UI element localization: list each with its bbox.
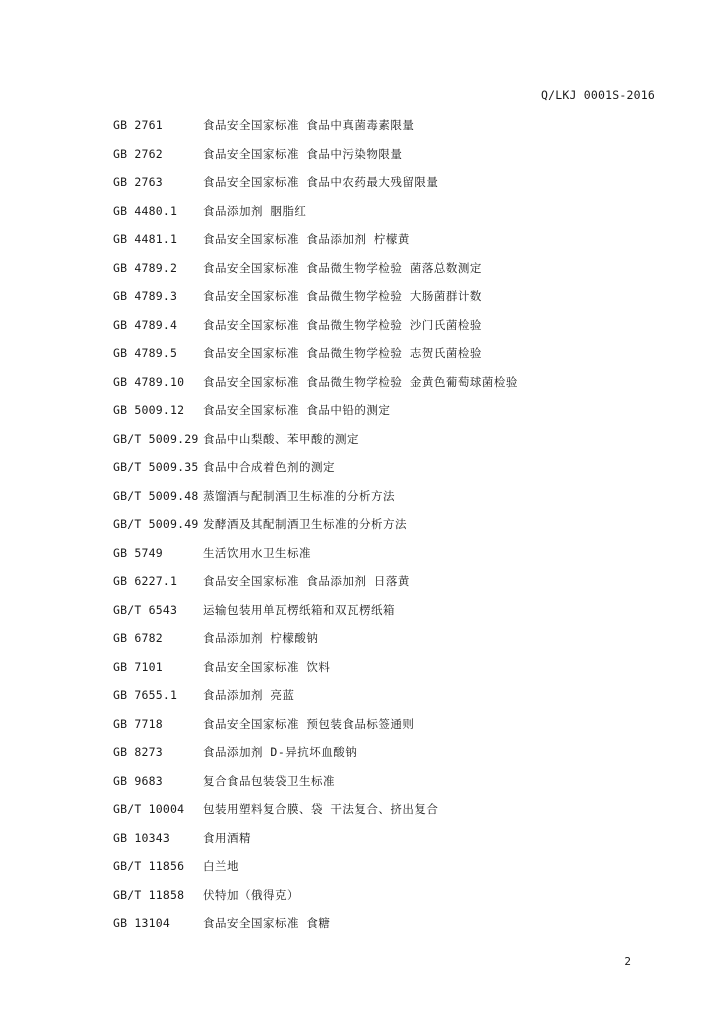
standard-title: 食品安全国家标准 食品微生物学检验 金黄色葡萄球菌检验	[203, 374, 518, 389]
reference-row	[113, 346, 673, 375]
standard-title: 食品添加剂 亮蓝	[203, 688, 295, 702]
reference-row	[113, 802, 673, 831]
standard-title: 食品安全国家标准 食品微生物学检验 大肠菌群计数	[203, 289, 482, 303]
standard-title: 食品安全国家标准 饮料	[203, 659, 331, 674]
standard-code: GB 9683	[113, 773, 163, 788]
standard-title: 食品安全国家标准 食品中铅的测定	[203, 403, 391, 417]
standard-code: GB/T 5009.29	[113, 431, 199, 446]
standard-title: 食品安全国家标准 食品添加剂 日落黄	[203, 574, 410, 588]
standard-code: GB 4480.1	[113, 203, 178, 218]
standard-code: GB 10343	[113, 830, 170, 845]
standard-code: GB 6227.1	[113, 574, 178, 588]
reference-row	[113, 574, 673, 603]
reference-row	[113, 774, 673, 803]
reference-row	[113, 147, 673, 176]
reference-row	[113, 660, 673, 689]
standard-title: 食品安全国家标准 食糖	[203, 916, 331, 930]
reference-row	[113, 517, 673, 546]
reference-row	[113, 489, 673, 518]
document-code: Q/LKJ 0001S-2016	[541, 88, 655, 102]
standard-code: GB 7655.1	[113, 688, 178, 702]
standard-code: GB 4789.5	[113, 346, 178, 360]
standard-title: 伏特加（俄得克）	[203, 887, 299, 902]
standard-code: GB/T 5009.35	[113, 460, 199, 474]
reference-row	[113, 745, 673, 774]
reference-row	[113, 717, 673, 746]
standard-title: 食品安全国家标准 食品添加剂 柠檬黄	[203, 232, 410, 246]
normative-reference-list	[113, 118, 673, 945]
standard-title: 食品中合成着色剂的测定	[203, 460, 335, 474]
standard-title: 食品添加剂 胭脂红	[203, 203, 307, 218]
standard-code: GB 4789.4	[113, 317, 178, 332]
standard-title: 白兰地	[203, 859, 239, 873]
standard-title: 包装用塑料复合膜、袋 干法复合、挤出复合	[203, 802, 439, 816]
standard-code: GB 5009.12	[113, 403, 185, 417]
reference-row	[113, 375, 673, 404]
reference-row	[113, 859, 673, 888]
reference-row	[113, 118, 673, 147]
standard-title: 食品添加剂 D-异抗坏血酸钠	[203, 745, 358, 759]
standard-code: GB 13104	[113, 916, 170, 930]
standard-title: 食品安全国家标准 食品微生物学检验 志贺氏菌检验	[203, 346, 482, 360]
standard-title: 运输包装用单瓦楞纸箱和双瓦楞纸箱	[203, 602, 395, 617]
standard-code: GB 2762	[113, 146, 163, 161]
reference-row	[113, 289, 673, 318]
standard-title: 食品安全国家标准 食品中农药最大残留限量	[203, 175, 439, 189]
standard-title: 复合食品包装袋卫生标准	[203, 773, 335, 788]
reference-row	[113, 403, 673, 432]
reference-row	[113, 831, 673, 860]
standard-title: 发酵酒及其配制酒卫生标准的分析方法	[203, 517, 407, 531]
standard-code: GB 2761	[113, 118, 163, 132]
reference-row	[113, 318, 673, 347]
standard-title: 生活饮用水卫生标准	[203, 545, 311, 560]
standard-code: GB 4789.2	[113, 260, 178, 275]
reference-row	[113, 460, 673, 489]
reference-row	[113, 261, 673, 290]
standard-code: GB 7718	[113, 716, 163, 731]
reference-row	[113, 888, 673, 917]
standard-code: GB/T 11856	[113, 859, 185, 873]
standard-title: 食品安全国家标准 食品中真菌毒素限量	[203, 118, 415, 132]
reference-row	[113, 432, 673, 461]
standard-title: 食品安全国家标准 食品微生物学检验 沙门氏菌检验	[203, 317, 482, 332]
reference-row	[113, 546, 673, 575]
standard-title: 食品添加剂 柠檬酸钠	[203, 631, 319, 645]
standard-code: GB 8273	[113, 745, 163, 759]
standard-title: 食品安全国家标准 食品中污染物限量	[203, 146, 403, 161]
standard-title: 食品中山梨酸、苯甲酸的测定	[203, 431, 359, 446]
standard-code: GB/T 11858	[113, 887, 185, 902]
page-number: 2	[624, 955, 631, 968]
standard-title: 食用酒精	[203, 830, 251, 845]
standard-code: GB 5749	[113, 545, 163, 560]
standard-code: GB 4789.3	[113, 289, 178, 303]
standard-title: 蒸馏酒与配制酒卫生标准的分析方法	[203, 488, 395, 503]
reference-row	[113, 916, 673, 945]
reference-row	[113, 204, 673, 233]
reference-row	[113, 688, 673, 717]
standard-code: GB 7101	[113, 659, 163, 674]
standard-code: GB/T 6543	[113, 602, 178, 617]
standard-code: GB 6782	[113, 631, 163, 645]
reference-row	[113, 232, 673, 261]
reference-row	[113, 603, 673, 632]
standard-code: GB/T 5009.49	[113, 517, 199, 531]
reference-row	[113, 631, 673, 660]
standard-code: GB 4481.1	[113, 232, 178, 246]
standard-title: 食品安全国家标准 预包装食品标签通则	[203, 716, 415, 731]
standard-code: GB/T 10004	[113, 802, 185, 816]
standard-code: GB 4789.10	[113, 374, 185, 389]
standard-title: 食品安全国家标准 食品微生物学检验 菌落总数测定	[203, 260, 482, 275]
reference-row	[113, 175, 673, 204]
standard-code: GB/T 5009.48	[113, 488, 199, 503]
standard-code: GB 2763	[113, 175, 163, 189]
